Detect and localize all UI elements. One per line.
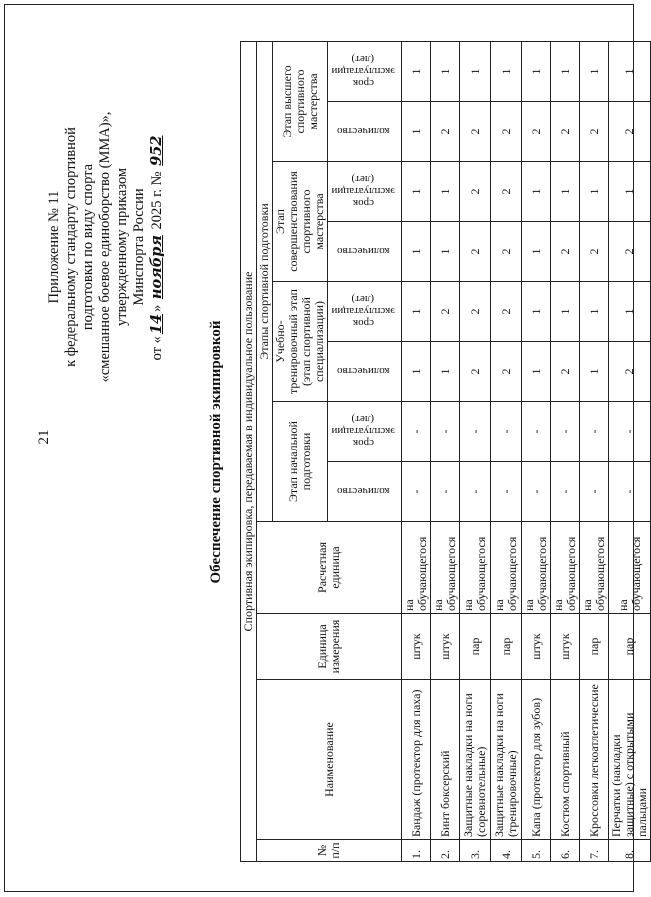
table-row [402, 41, 431, 861]
header-qty: количество [328, 462, 402, 522]
row-value: - [402, 402, 431, 462]
row-value: 1 [580, 342, 609, 402]
row-value: 1 [431, 342, 460, 402]
table-row [580, 41, 609, 861]
header-calc: Расчетная единица [257, 522, 402, 614]
row-value: 1 [402, 282, 431, 342]
row-unit: штук [551, 614, 580, 680]
order-year: 2025 г. № [149, 167, 165, 234]
row-name: Капа (протектор для зубов) [522, 680, 551, 840]
row-value: 2 [431, 102, 460, 162]
row-calc: на обучающегося [431, 522, 460, 614]
page-number: 21 [36, 429, 52, 445]
header-stage: Этап совершенствования спортивного мастерства [273, 162, 328, 282]
row-calc: на обучающегося [551, 522, 580, 614]
row-number: 4. [491, 840, 522, 862]
row-value: 2 [491, 342, 522, 402]
order-number-handwritten: 952 [148, 135, 165, 166]
row-value: 1 [402, 222, 431, 282]
row-value: 2 [551, 102, 580, 162]
row-value: 2 [580, 222, 609, 282]
row-value: - [609, 402, 651, 462]
row-number: 5. [522, 840, 551, 862]
row-number: 7. [580, 840, 609, 862]
table-row [491, 41, 522, 861]
row-calc: на обучающегося [491, 522, 522, 614]
row-value: 1 [522, 342, 551, 402]
row-value: 1 [402, 342, 431, 402]
row-value: 1 [460, 41, 491, 101]
row-value: - [491, 462, 522, 522]
order-month-handwritten: ноября [148, 235, 165, 300]
appendix-line: подготовки по виду спорта [80, 163, 96, 331]
row-calc: на обучающегося [580, 522, 609, 614]
row-value: - [609, 462, 651, 522]
row-value: 1 [609, 41, 651, 101]
row-value: - [551, 402, 580, 462]
row-name: Защитные накладки на ноги (соревнотельные) [460, 680, 491, 840]
row-value: 2 [460, 282, 491, 342]
row-number: 8. [609, 840, 651, 862]
row-value: - [460, 402, 491, 462]
row-number: 3. [460, 840, 491, 862]
row-number: 2. [431, 840, 460, 862]
header-term: срок эксплуатации (лет) [328, 402, 402, 462]
row-value: 2 [609, 102, 651, 162]
header-stage: Этап высшего спортивного мастерства [273, 41, 328, 161]
row-value: 1 [522, 222, 551, 282]
row-value: 1 [551, 162, 580, 222]
header-name: Наименование [257, 680, 402, 840]
row-calc: на обучающегося [609, 522, 651, 614]
header-stage: Учебно-тренировочный этап (этап спортивной специализации) [273, 282, 328, 402]
row-value: 1 [402, 162, 431, 222]
row-value: 2 [491, 222, 522, 282]
header-qty: количество [328, 222, 402, 282]
row-value: - [580, 462, 609, 522]
row-value: 1 [431, 222, 460, 282]
row-value: 1 [580, 162, 609, 222]
table-row [431, 41, 460, 861]
appendix-line: Приложение № 11 [46, 190, 62, 304]
row-value: 2 [609, 222, 651, 282]
table-row [551, 41, 580, 861]
row-value: 2 [460, 162, 491, 222]
row-value: 2 [431, 282, 460, 342]
header-stage: Этап начальной подготовки [273, 402, 328, 522]
row-name: Бандаж (протектор для паха) [402, 680, 431, 840]
row-value: - [431, 462, 460, 522]
row-name: Перчатки (накладки защитные) с открытыми пальцами [609, 680, 651, 840]
header-term: срок эксплуатации (лет) [328, 41, 402, 101]
header-qty: количество [328, 102, 402, 162]
row-value: 1 [522, 41, 551, 101]
appendix-line: к федеральному стандарту спортивной [63, 127, 79, 367]
row-value: 2 [551, 342, 580, 402]
equipment-table [240, 41, 651, 862]
table-top-header: Спортивная экипировка, передаваемая в индивидуальное пользование [241, 41, 257, 861]
row-unit: пар [580, 614, 609, 680]
row-unit: пар [460, 614, 491, 680]
row-value: 1 [431, 162, 460, 222]
row-value: - [491, 402, 522, 462]
row-value: 1 [580, 41, 609, 101]
row-value: 1 [491, 41, 522, 101]
row-name: Костюм спортивный [551, 680, 580, 840]
rotated-sheet [18, 42, 649, 862]
row-value: - [431, 402, 460, 462]
row-unit: штук [431, 614, 460, 680]
row-value: 2 [551, 222, 580, 282]
row-name: Защитные накладки на ноги (тренировочные) [491, 680, 522, 840]
row-unit: пар [609, 614, 651, 680]
row-calc: на обучающегося [460, 522, 491, 614]
header-term: срок эксплуатации (лет) [328, 282, 402, 342]
row-value: 2 [580, 102, 609, 162]
row-value: 1 [431, 41, 460, 101]
header-unit: Единица измерения [257, 614, 402, 680]
order-day-handwritten: 14 [148, 313, 165, 335]
row-value: 1 [609, 162, 651, 222]
row-value: 2 [609, 342, 651, 402]
row-number: 1. [402, 840, 431, 862]
row-value: 1 [580, 282, 609, 342]
appendix-line: Минспорта России [131, 188, 147, 306]
row-value: 2 [491, 162, 522, 222]
row-value: 1 [522, 162, 551, 222]
order-date-line [148, 82, 166, 412]
row-value: - [522, 462, 551, 522]
appendix-line: утвержденному приказом [114, 167, 130, 327]
row-value: 2 [460, 342, 491, 402]
row-value: - [580, 402, 609, 462]
row-unit: штук [402, 614, 431, 680]
order-mid: » [149, 301, 165, 312]
row-name: Бинт боксерский [431, 680, 460, 840]
row-value: - [402, 462, 431, 522]
header-no: № п/п [257, 840, 402, 862]
table-row [609, 41, 651, 861]
header-qty: количество [328, 342, 402, 402]
row-unit: пар [491, 614, 522, 680]
row-value: 1 [522, 282, 551, 342]
appendix-block [46, 82, 166, 412]
document-title: Обеспечение спортивной экипировкой [208, 320, 224, 584]
row-value: - [522, 402, 551, 462]
row-value: - [551, 462, 580, 522]
appendix-line: «смешанное боевое единоборство (ММА)», [97, 111, 113, 383]
row-value: 1 [551, 41, 580, 101]
header-term: срок эксплуатации (лет) [328, 162, 402, 222]
row-value: 1 [551, 282, 580, 342]
header-stages: Этапы спортивной подготовки [257, 41, 273, 521]
row-calc: на обучающегося [522, 522, 551, 614]
row-number: 6. [551, 840, 580, 862]
row-unit: штук [522, 614, 551, 680]
row-value: 2 [460, 102, 491, 162]
row-value: 1 [402, 102, 431, 162]
row-value: 2 [491, 282, 522, 342]
table-row [460, 41, 491, 861]
row-calc: на обучающегося [402, 522, 431, 614]
row-value: 1 [402, 41, 431, 101]
row-value: - [460, 462, 491, 522]
row-value: 2 [460, 222, 491, 282]
order-prefix: от « [149, 336, 165, 361]
row-name: Кроссовки легкоатлетические [580, 680, 609, 840]
row-value: 2 [522, 102, 551, 162]
row-value: 2 [491, 102, 522, 162]
table-row [522, 41, 551, 861]
row-value: 1 [609, 282, 651, 342]
